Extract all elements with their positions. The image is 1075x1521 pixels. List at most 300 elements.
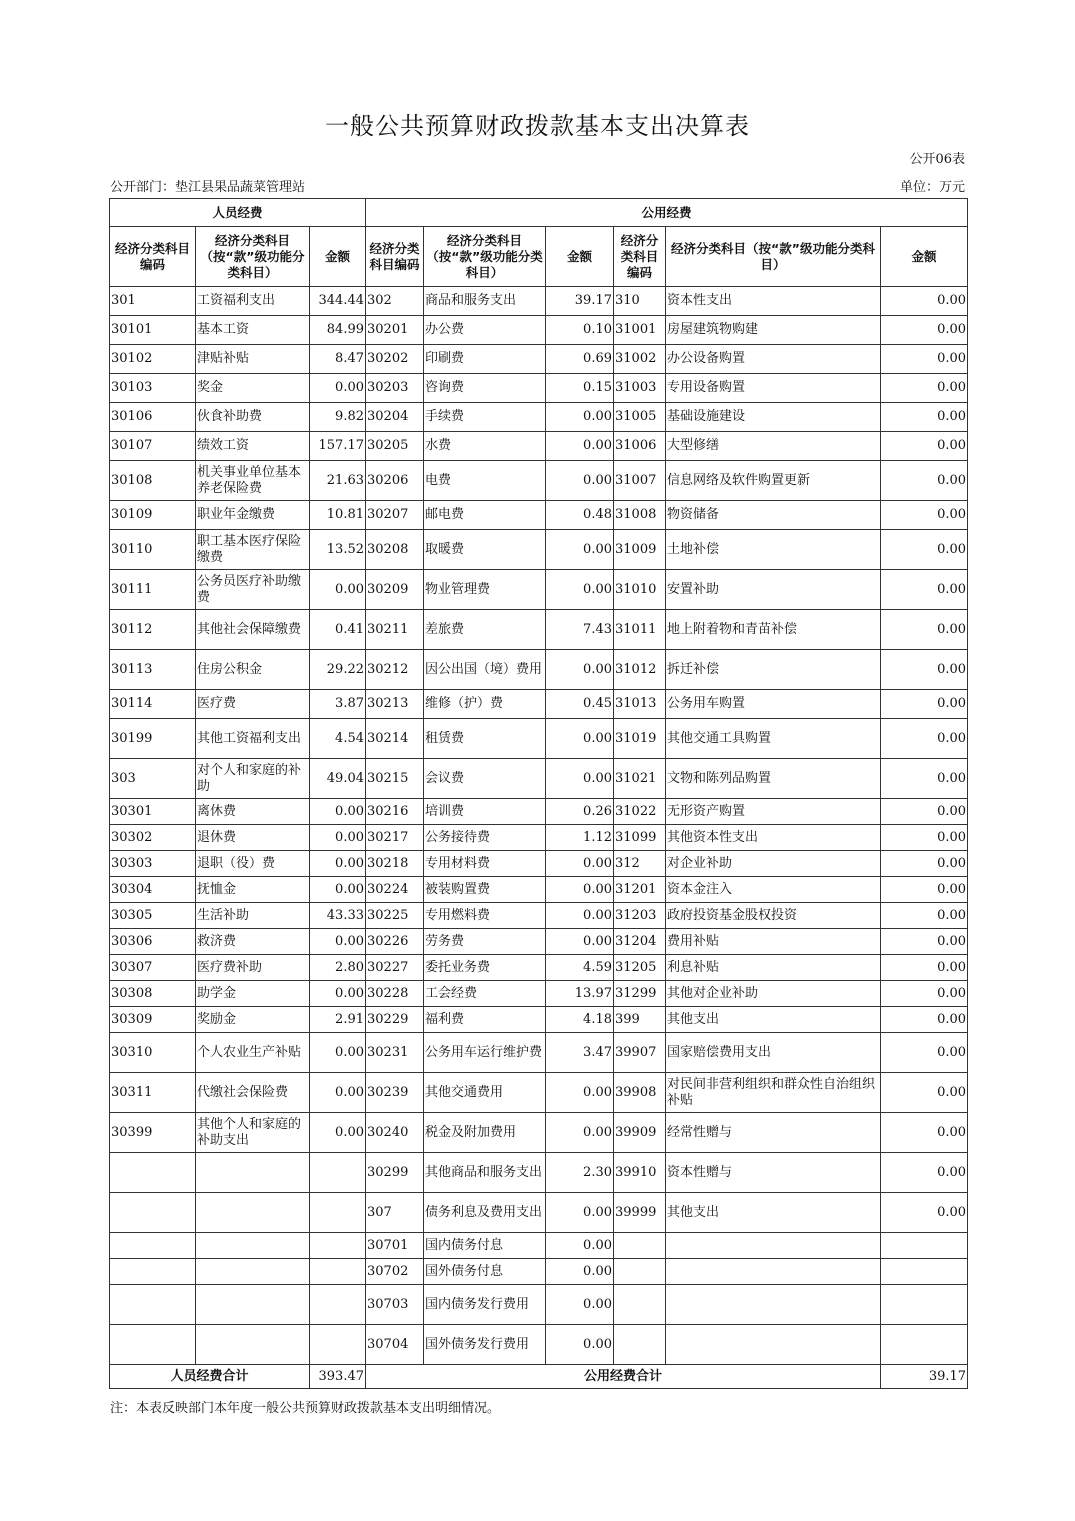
- capital-amount-cell: 0.00: [881, 1007, 968, 1033]
- public-code-cell: 30202: [366, 345, 424, 374]
- public-name-cell: 商品和服务支出: [424, 287, 546, 316]
- public-code-cell: 302: [366, 287, 424, 316]
- public-name-cell: 国内债务发行费用: [424, 1285, 546, 1325]
- capital-name-cell: 国家赔偿费用支出: [666, 1033, 881, 1073]
- public-name-cell: 国外债务发行费用: [424, 1325, 546, 1365]
- personnel-name-cell: 奖金: [196, 374, 310, 403]
- capital-name-cell: 办公设备购置: [666, 345, 881, 374]
- capital-code-cell: 31007: [614, 461, 666, 501]
- personnel-amount-cell: 8.47: [310, 345, 366, 374]
- personnel-amount-cell: 9.82: [310, 403, 366, 432]
- table-row: [110, 825, 968, 851]
- public-total-label: 公用经费合计: [366, 1365, 881, 1389]
- capital-code-cell: 31201: [614, 877, 666, 903]
- table-row: [110, 650, 968, 690]
- capital-code-cell: 31011: [614, 610, 666, 650]
- capital-name-cell: 其他对企业补助: [666, 981, 881, 1007]
- capital-name-cell: 其他支出: [666, 1193, 881, 1233]
- public-amount-cell: 0.00: [546, 461, 614, 501]
- capital-code-cell: 31012: [614, 650, 666, 690]
- public-name-cell: 专用燃料费: [424, 903, 546, 929]
- capital-amount-cell: 0.00: [881, 501, 968, 530]
- capital-amount-cell: 0.00: [881, 530, 968, 570]
- personnel-name-cell: 公务员医疗补助缴费: [196, 570, 310, 610]
- public-code-cell: 30239: [366, 1073, 424, 1113]
- public-code-cell: 30701: [366, 1233, 424, 1259]
- public-amount-cell: 0.00: [546, 530, 614, 570]
- personnel-amount-cell: 49.04: [310, 759, 366, 799]
- personnel-code-cell: 30301: [110, 799, 196, 825]
- public-code-cell: 30206: [366, 461, 424, 501]
- personnel-total-value: 393.47: [310, 1365, 366, 1389]
- public-name-cell: 维修（护）费: [424, 690, 546, 719]
- capital-code-cell: [614, 1325, 666, 1365]
- personnel-code-cell: [110, 1233, 196, 1259]
- public-code-cell: 30240: [366, 1113, 424, 1153]
- public-amount-cell: 0.00: [546, 1285, 614, 1325]
- table-row: [110, 316, 968, 345]
- public-amount-cell: 0.00: [546, 403, 614, 432]
- public-name-cell: 邮电费: [424, 501, 546, 530]
- public-name-cell: 委托业务费: [424, 955, 546, 981]
- public-amount-cell: 0.26: [546, 799, 614, 825]
- capital-name-cell: 大型修缮: [666, 432, 881, 461]
- capital-name-cell: 地上附着物和青苗补偿: [666, 610, 881, 650]
- capital-amount-cell: 0.00: [881, 403, 968, 432]
- personnel-name-cell: 医疗费: [196, 690, 310, 719]
- capital-code-cell: 39908: [614, 1073, 666, 1113]
- personnel-name-cell: [196, 1259, 310, 1285]
- public-code-cell: 30224: [366, 877, 424, 903]
- table-row: [110, 1193, 968, 1233]
- capital-amount-cell: 0.00: [881, 610, 968, 650]
- capital-amount-cell: 0.00: [881, 981, 968, 1007]
- public-amount-header: 金额: [546, 227, 614, 287]
- public-name-cell: 公务接待费: [424, 825, 546, 851]
- personnel-amount-cell: 0.00: [310, 851, 366, 877]
- capital-amount-cell: 0.00: [881, 432, 968, 461]
- personnel-amount-cell: 0.00: [310, 1073, 366, 1113]
- unit-label: 单位：万元: [899, 180, 965, 195]
- capital-name-cell: 拆迁补偿: [666, 650, 881, 690]
- personnel-name-cell: 其他社会保障缴费: [196, 610, 310, 650]
- personnel-code-cell: 30111: [110, 570, 196, 610]
- personnel-amount-cell: 0.41: [310, 610, 366, 650]
- capital-name-cell: 专用设备购置: [666, 374, 881, 403]
- public-header: 公用经费: [366, 199, 968, 227]
- public-name-cell: 福利费: [424, 1007, 546, 1033]
- public-code-cell: 30299: [366, 1153, 424, 1193]
- public-name-cell: 手续费: [424, 403, 546, 432]
- table-row: [110, 877, 968, 903]
- capital-amount-cell: 0.00: [881, 719, 968, 759]
- public-code-cell: 30216: [366, 799, 424, 825]
- public-amount-cell: 7.43: [546, 610, 614, 650]
- capital-amount-cell: 0.00: [881, 955, 968, 981]
- public-amount-cell: 0.00: [546, 877, 614, 903]
- table-row: [110, 1259, 968, 1285]
- capital-name-cell: 其他支出: [666, 1007, 881, 1033]
- public-amount-cell: 0.00: [546, 903, 614, 929]
- capital-amount-cell: 0.00: [881, 570, 968, 610]
- public-name-cell: 电费: [424, 461, 546, 501]
- public-code-cell: 30703: [366, 1285, 424, 1325]
- personnel-code-cell: 301: [110, 287, 196, 316]
- capital-code-cell: 31019: [614, 719, 666, 759]
- capital-code-cell: 31021: [614, 759, 666, 799]
- personnel-name-cell: 绩效工资: [196, 432, 310, 461]
- capital-code-cell: 31022: [614, 799, 666, 825]
- public-amount-cell: 0.45: [546, 690, 614, 719]
- public-code-cell: 30229: [366, 1007, 424, 1033]
- public-code-cell: 30208: [366, 530, 424, 570]
- personnel-amount-cell: 0.00: [310, 1033, 366, 1073]
- capital-amount-cell: 0.00: [881, 903, 968, 929]
- personnel-amount-cell: [310, 1193, 366, 1233]
- personnel-code-cell: [110, 1285, 196, 1325]
- personnel-amount-cell: [310, 1325, 366, 1365]
- personnel-amount-cell: 13.52: [310, 530, 366, 570]
- capital-name-cell: 文物和陈列品购置: [666, 759, 881, 799]
- page-title: 一般公共预算财政拨款基本支出决算表: [325, 112, 750, 140]
- personnel-name-cell: 职工基本医疗保险缴费: [196, 530, 310, 570]
- public-code-cell: 30203: [366, 374, 424, 403]
- capital-code-cell: 31205: [614, 955, 666, 981]
- public-name-cell: 其他商品和服务支出: [424, 1153, 546, 1193]
- personnel-code-cell: 30113: [110, 650, 196, 690]
- public-code-cell: 307: [366, 1193, 424, 1233]
- capital-name-cell: [666, 1233, 881, 1259]
- personnel-code-cell: 30306: [110, 929, 196, 955]
- personnel-amount-cell: 0.00: [310, 981, 366, 1007]
- public-name-cell: 劳务费: [424, 929, 546, 955]
- public-code-cell: 30212: [366, 650, 424, 690]
- personnel-code-header: 经济分类科目编码: [110, 227, 196, 287]
- capital-amount-cell: 0.00: [881, 759, 968, 799]
- personnel-code-cell: 30308: [110, 981, 196, 1007]
- capital-amount-cell: 0.00: [881, 825, 968, 851]
- capital-amount-cell: [881, 1285, 968, 1325]
- table-row: [110, 1007, 968, 1033]
- capital-name-cell: 费用补贴: [666, 929, 881, 955]
- capital-amount-cell: [881, 1233, 968, 1259]
- public-name-cell: 会议费: [424, 759, 546, 799]
- personnel-name-cell: 津贴补贴: [196, 345, 310, 374]
- personnel-name-cell: 助学金: [196, 981, 310, 1007]
- table-row: [110, 851, 968, 877]
- public-code-cell: 30231: [366, 1033, 424, 1073]
- public-name-cell: 差旅费: [424, 610, 546, 650]
- public-name-cell: 租赁费: [424, 719, 546, 759]
- public-amount-cell: 2.30: [546, 1153, 614, 1193]
- table-row: [110, 287, 968, 316]
- table-row: [110, 1113, 968, 1153]
- table-body: [110, 287, 968, 1365]
- capital-code-cell: 312: [614, 851, 666, 877]
- public-amount-cell: 0.00: [546, 1259, 614, 1285]
- personnel-name-cell: 对个人和家庭的补助: [196, 759, 310, 799]
- public-amount-cell: 0.00: [546, 1325, 614, 1365]
- public-amount-cell: 0.15: [546, 374, 614, 403]
- public-amount-cell: 0.10: [546, 316, 614, 345]
- personnel-name-cell: 退休费: [196, 825, 310, 851]
- capital-name-cell: [666, 1285, 881, 1325]
- public-amount-cell: 39.17: [546, 287, 614, 316]
- capital-amount-header: 金额: [881, 227, 968, 287]
- personnel-name-cell: [196, 1153, 310, 1193]
- capital-name-cell: 资本金注入: [666, 877, 881, 903]
- table-row: [110, 1285, 968, 1325]
- personnel-name-cell: [196, 1325, 310, 1365]
- public-amount-cell: 0.00: [546, 1233, 614, 1259]
- personnel-code-cell: 30112: [110, 610, 196, 650]
- public-amount-cell: 4.59: [546, 955, 614, 981]
- capital-code-cell: 31204: [614, 929, 666, 955]
- public-name-header: 经济分类科目（按“款”级功能分类科目）: [424, 227, 546, 287]
- personnel-code-cell: [110, 1259, 196, 1285]
- public-code-cell: 30214: [366, 719, 424, 759]
- personnel-amount-cell: [310, 1153, 366, 1193]
- personnel-amount-cell: 0.00: [310, 929, 366, 955]
- public-name-cell: 培训费: [424, 799, 546, 825]
- public-code-cell: 30205: [366, 432, 424, 461]
- personnel-code-cell: 30102: [110, 345, 196, 374]
- personnel-total-label: 人员经费合计: [110, 1365, 310, 1389]
- personnel-amount-cell: 29.22: [310, 650, 366, 690]
- public-amount-cell: 0.00: [546, 1073, 614, 1113]
- public-amount-cell: 3.47: [546, 1033, 614, 1073]
- capital-amount-cell: 0.00: [881, 799, 968, 825]
- personnel-amount-cell: 2.80: [310, 955, 366, 981]
- capital-code-cell: 31006: [614, 432, 666, 461]
- capital-code-cell: 31005: [614, 403, 666, 432]
- personnel-code-cell: 30106: [110, 403, 196, 432]
- public-name-cell: 专用材料费: [424, 851, 546, 877]
- public-amount-cell: 0.69: [546, 345, 614, 374]
- personnel-amount-cell: 2.91: [310, 1007, 366, 1033]
- capital-amount-cell: 0.00: [881, 1073, 968, 1113]
- public-amount-cell: 0.00: [546, 1113, 614, 1153]
- personnel-name-cell: 个人农业生产补贴: [196, 1033, 310, 1073]
- personnel-amount-cell: 4.54: [310, 719, 366, 759]
- public-amount-cell: 0.00: [546, 719, 614, 759]
- personnel-name-header: 经济分类科目（按“款”级功能分类科目）: [196, 227, 310, 287]
- personnel-amount-cell: 344.44: [310, 287, 366, 316]
- capital-amount-cell: 0.00: [881, 690, 968, 719]
- public-name-cell: 国内债务付息: [424, 1233, 546, 1259]
- public-code-cell: 30215: [366, 759, 424, 799]
- personnel-code-cell: [110, 1153, 196, 1193]
- personnel-code-cell: 30101: [110, 316, 196, 345]
- table-row: [110, 690, 968, 719]
- table-row: [110, 403, 968, 432]
- personnel-amount-cell: 10.81: [310, 501, 366, 530]
- capital-name-cell: 对企业补助: [666, 851, 881, 877]
- table-row: [110, 981, 968, 1007]
- capital-name-cell: 无形资产购置: [666, 799, 881, 825]
- capital-code-cell: 31001: [614, 316, 666, 345]
- public-name-cell: 其他交通费用: [424, 1073, 546, 1113]
- capital-name-cell: 其他资本性支出: [666, 825, 881, 851]
- capital-code-cell: 31003: [614, 374, 666, 403]
- personnel-code-cell: 30303: [110, 851, 196, 877]
- table-row: [110, 345, 968, 374]
- personnel-amount-cell: 0.00: [310, 825, 366, 851]
- personnel-name-cell: 代缴社会保险费: [196, 1073, 310, 1113]
- capital-code-cell: 31099: [614, 825, 666, 851]
- table-row: [110, 1073, 968, 1113]
- personnel-code-cell: 30399: [110, 1113, 196, 1153]
- capital-name-cell: 经常性赠与: [666, 1113, 881, 1153]
- capital-code-cell: [614, 1233, 666, 1259]
- public-name-cell: 债务利息及费用支出: [424, 1193, 546, 1233]
- capital-name-cell: 利息补贴: [666, 955, 881, 981]
- public-name-cell: 税金及附加费用: [424, 1113, 546, 1153]
- table-row: [110, 955, 968, 981]
- personnel-code-cell: 30103: [110, 374, 196, 403]
- personnel-amount-cell: 0.00: [310, 799, 366, 825]
- capital-code-cell: 39907: [614, 1033, 666, 1073]
- personnel-name-cell: 住房公积金: [196, 650, 310, 690]
- personnel-amount-cell: 84.99: [310, 316, 366, 345]
- table-row: [110, 1033, 968, 1073]
- capital-amount-cell: 0.00: [881, 1153, 968, 1193]
- capital-code-cell: 39999: [614, 1193, 666, 1233]
- personnel-amount-cell: 21.63: [310, 461, 366, 501]
- capital-code-cell: 39910: [614, 1153, 666, 1193]
- table-row: [110, 374, 968, 403]
- personnel-amount-cell: 0.00: [310, 877, 366, 903]
- personnel-amount-cell: [310, 1259, 366, 1285]
- personnel-code-cell: [110, 1193, 196, 1233]
- table-row: [110, 799, 968, 825]
- capital-name-cell: 信息网络及软件购置更新: [666, 461, 881, 501]
- capital-name-cell: 房屋建筑物购建: [666, 316, 881, 345]
- public-amount-cell: 13.97: [546, 981, 614, 1007]
- personnel-code-cell: 30309: [110, 1007, 196, 1033]
- public-code-cell: 30209: [366, 570, 424, 610]
- public-amount-cell: 1.12: [546, 825, 614, 851]
- table-row: [110, 903, 968, 929]
- public-code-cell: 30227: [366, 955, 424, 981]
- public-name-cell: 咨询费: [424, 374, 546, 403]
- capital-name-cell: 资本性支出: [666, 287, 881, 316]
- personnel-amount-cell: 157.17: [310, 432, 366, 461]
- public-code-cell: 30201: [366, 316, 424, 345]
- personnel-amount-cell: 43.33: [310, 903, 366, 929]
- public-name-cell: 因公出国（境）费用: [424, 650, 546, 690]
- table-row: [110, 432, 968, 461]
- public-amount-cell: 0.00: [546, 650, 614, 690]
- capital-amount-cell: 0.00: [881, 461, 968, 501]
- personnel-name-cell: 生活补助: [196, 903, 310, 929]
- personnel-amount-cell: 0.00: [310, 374, 366, 403]
- capital-amount-cell: 0.00: [881, 316, 968, 345]
- capital-name-cell: 其他交通工具购置: [666, 719, 881, 759]
- personnel-name-cell: 退职（役）费: [196, 851, 310, 877]
- table-row: [110, 1325, 968, 1365]
- public-code-cell: 30217: [366, 825, 424, 851]
- capital-code-cell: 39909: [614, 1113, 666, 1153]
- public-name-cell: 印刷费: [424, 345, 546, 374]
- personnel-amount-header: 金额: [310, 227, 366, 287]
- public-name-cell: 被装购置费: [424, 877, 546, 903]
- public-code-cell: 30204: [366, 403, 424, 432]
- capital-amount-cell: 0.00: [881, 374, 968, 403]
- public-code-cell: 30225: [366, 903, 424, 929]
- capital-amount-cell: 0.00: [881, 877, 968, 903]
- table-row: [110, 759, 968, 799]
- capital-amount-cell: 0.00: [881, 1113, 968, 1153]
- personnel-name-cell: [196, 1193, 310, 1233]
- public-amount-cell: 0.00: [546, 759, 614, 799]
- personnel-code-cell: 30311: [110, 1073, 196, 1113]
- public-code-cell: 30211: [366, 610, 424, 650]
- capital-amount-cell: 0.00: [881, 1033, 968, 1073]
- table-row: [110, 1153, 968, 1193]
- public-amount-cell: 0.00: [546, 851, 614, 877]
- capital-amount-cell: 0.00: [881, 345, 968, 374]
- personnel-name-cell: 基本工资: [196, 316, 310, 345]
- table-row: [110, 1233, 968, 1259]
- personnel-name-cell: 救济费: [196, 929, 310, 955]
- personnel-name-cell: 医疗费补助: [196, 955, 310, 981]
- public-code-cell: 30702: [366, 1259, 424, 1285]
- public-total-value: 39.17: [881, 1365, 968, 1389]
- capital-amount-cell: [881, 1325, 968, 1365]
- personnel-code-cell: 30199: [110, 719, 196, 759]
- personnel-name-cell: 其他个人和家庭的补助支出: [196, 1113, 310, 1153]
- personnel-code-cell: 30304: [110, 877, 196, 903]
- capital-code-cell: 399: [614, 1007, 666, 1033]
- expenditure-table: [109, 198, 968, 1389]
- table-row: [110, 530, 968, 570]
- personnel-code-cell: 30310: [110, 1033, 196, 1073]
- capital-amount-cell: 0.00: [881, 287, 968, 316]
- capital-code-cell: 31203: [614, 903, 666, 929]
- personnel-code-cell: 30107: [110, 432, 196, 461]
- capital-name-cell: 资本性赠与: [666, 1153, 881, 1193]
- personnel-name-cell: [196, 1285, 310, 1325]
- capital-name-cell: 安置补助: [666, 570, 881, 610]
- personnel-name-cell: 职业年金缴费: [196, 501, 310, 530]
- personnel-name-cell: 离休费: [196, 799, 310, 825]
- capital-code-cell: 31002: [614, 345, 666, 374]
- capital-name-cell: 基础设施建设: [666, 403, 881, 432]
- personnel-name-cell: 奖励金: [196, 1007, 310, 1033]
- capital-code-cell: 31008: [614, 501, 666, 530]
- personnel-code-cell: 30110: [110, 530, 196, 570]
- public-name-cell: 取暖费: [424, 530, 546, 570]
- table-row: [110, 719, 968, 759]
- personnel-name-cell: [196, 1233, 310, 1259]
- capital-amount-cell: 0.00: [881, 851, 968, 877]
- personnel-name-cell: 工资福利支出: [196, 287, 310, 316]
- public-code-cell: 30226: [366, 929, 424, 955]
- capital-amount-cell: 0.00: [881, 1193, 968, 1233]
- public-amount-cell: 0.00: [546, 1193, 614, 1233]
- table-row: [110, 929, 968, 955]
- public-name-cell: 水费: [424, 432, 546, 461]
- personnel-code-cell: 30302: [110, 825, 196, 851]
- capital-name-cell: [666, 1325, 881, 1365]
- capital-amount-cell: [881, 1259, 968, 1285]
- personnel-amount-cell: [310, 1285, 366, 1325]
- capital-code-cell: [614, 1285, 666, 1325]
- personnel-code-cell: 30307: [110, 955, 196, 981]
- public-code-cell: 30207: [366, 501, 424, 530]
- public-code-cell: 30213: [366, 690, 424, 719]
